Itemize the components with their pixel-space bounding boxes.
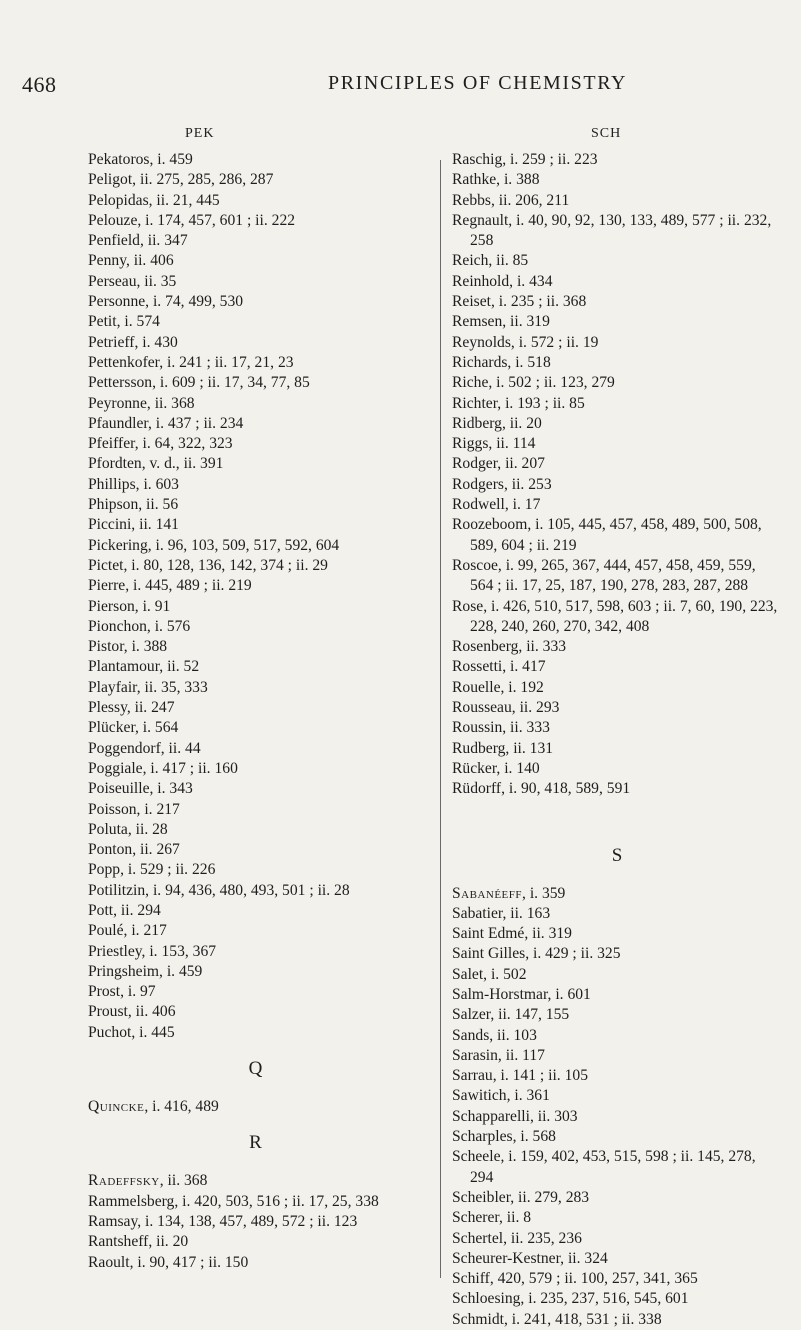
index-entry: Rodger, ii. 207 <box>452 455 545 473</box>
index-entry-refs: , i. 359 <box>522 884 566 902</box>
index-entry: Perseau, ii. 35 <box>88 272 177 290</box>
left-column-head: PEK <box>185 126 215 141</box>
index-entry: Popp, i. 529 ; ii. 226 <box>88 861 216 879</box>
index-entry: Rathke, i. 388 <box>452 171 540 189</box>
index-entry: Schmidt, i. 241, 418, 531 ; ii. 338 <box>452 1310 662 1328</box>
index-entry: Reiset, i. 235 ; ii. 368 <box>452 293 587 311</box>
index-entry: Rossetti, i. 417 <box>452 658 546 676</box>
index-entry: Schertel, ii. 235, 236 <box>452 1229 582 1247</box>
index-entry: Riche, i. 502 ; ii. 123, 279 <box>452 374 615 392</box>
index-section-r <box>88 1192 423 1273</box>
index-entry: Reinhold, i. 434 <box>452 272 553 290</box>
index-entry: Plücker, i. 564 <box>88 719 179 737</box>
right-column <box>452 150 782 1330</box>
index-entry: Pott, ii. 294 <box>88 901 161 919</box>
index-entry-name: Radeffsky <box>88 1172 160 1190</box>
index-entry: Pettersson, i. 609 ; ii. 17, 34, 77, 85 <box>88 374 310 392</box>
index-entry: Sarasin, ii. 117 <box>452 1046 545 1064</box>
index-entry: Sabatier, ii. 163 <box>452 904 551 922</box>
index-entry: Petrieff, i. 430 <box>88 333 178 351</box>
index-entry-refs: , i. 416, 489 <box>144 1098 219 1116</box>
index-entry: Salet, i. 502 <box>452 965 527 983</box>
index-entry: Poiseuille, i. 343 <box>88 780 193 798</box>
index-entry: Roscoe, i. 99, 265, 367, 444, 457, 458, 459, 559, 564 ; ii. 17, 25, 187, 190, 278, 283, 287, 288 <box>452 556 756 595</box>
index-section-s <box>452 904 782 1330</box>
index-entry: Personne, i. 74, 499, 530 <box>88 293 244 311</box>
index-entry: Ramsay, i. 134, 138, 457, 489, 572 ; ii. 123 <box>88 1212 358 1230</box>
index-entry: Salm-Horstmar, i. 601 <box>452 985 591 1003</box>
right-column-head: SCH <box>591 126 622 141</box>
index-entry: Rose, i. 426, 510, 517, 598, 603 ; ii. 7, 60, 190, 223, 228, 240, 260, 270, 342, 408 <box>452 597 778 635</box>
index-entry: Sarrau, i. 141 ; ii. 105 <box>452 1067 588 1085</box>
index-entry: Schiff, 420, 579 ; ii. 100, 257, 341, 365 <box>452 1270 698 1288</box>
index-entry: Ponton, ii. 267 <box>88 841 180 859</box>
letter-heading-q: Q <box>248 1058 263 1080</box>
index-entry: Rodgers, ii. 253 <box>452 475 552 493</box>
index-entry: Pfeiffer, i. 64, 322, 323 <box>88 435 233 453</box>
index-entry-refs: , ii. 368 <box>159 1172 208 1190</box>
running-head <box>0 72 801 102</box>
index-entry: Roozeboom, i. 105, 445, 457, 458, 489, 500, 508, 589, 604 ; ii. 219 <box>452 516 762 554</box>
index-entry: Piccini, ii. 141 <box>88 516 179 534</box>
index-entry: Poluta, ii. 28 <box>88 820 168 838</box>
index-entry: Pionchon, i. 576 <box>88 617 191 635</box>
index-entry: Sawitich, i. 361 <box>452 1087 550 1105</box>
index-entry-name: Quincke <box>88 1098 145 1116</box>
index-entry: Rebbs, ii. 206, 211 <box>452 191 570 209</box>
index-entry: Pistor, i. 388 <box>88 638 168 656</box>
index-entry: Peligot, ii. 275, 285, 286, 287 <box>88 171 274 189</box>
index-entry: Scharples, i. 568 <box>452 1128 556 1146</box>
index-entry: Sands, ii. 103 <box>452 1026 537 1044</box>
index-entry: Scherer, ii. 8 <box>452 1209 532 1227</box>
index-entry: Poggiale, i. 417 ; ii. 160 <box>88 759 238 777</box>
index-entry: Rodwell, i. 17 <box>452 496 541 514</box>
index-entry: Pelouze, i. 174, 457, 601 ; ii. 222 <box>88 211 296 229</box>
index-entry: Rücker, i. 140 <box>452 759 540 777</box>
letter-heading-s: S <box>611 844 623 866</box>
index-entry: Poisson, i. 217 <box>88 800 180 818</box>
index-entry: Phillips, i. 603 <box>88 475 179 493</box>
index-entry: Richter, i. 193 ; ii. 85 <box>452 394 585 412</box>
page-number: 468 <box>22 72 57 97</box>
index-entry <box>88 1097 423 1117</box>
index-entry: Phipson, ii. 56 <box>88 496 179 514</box>
index-entry: Riggs, ii. 114 <box>452 435 536 453</box>
index-entry: Rosenberg, ii. 333 <box>452 638 567 656</box>
index-entry: Saint Gilles, i. 429 ; ii. 325 <box>452 945 621 963</box>
index-entry: Rüdorff, i. 90, 418, 589, 591 <box>452 780 631 798</box>
index-entry: Rudberg, ii. 131 <box>452 739 554 757</box>
index-entry: Reich, ii. 85 <box>452 252 529 270</box>
index-entry: Rantsheff, ii. 20 <box>88 1233 189 1251</box>
index-entry: Potilitzin, i. 94, 436, 480, 493, 501 ; ii. 28 <box>88 881 350 899</box>
index-entry: Rammelsberg, i. 420, 503, 516 ; ii. 17, 25, 338 <box>88 1192 379 1210</box>
index-entry: Plessy, ii. 247 <box>88 699 175 717</box>
index-entry: Richards, i. 518 <box>452 353 551 371</box>
index-entry: Poulé, i. 217 <box>88 922 167 940</box>
index-entry: Scheibler, ii. 279, 283 <box>452 1188 590 1206</box>
index-section-p <box>88 150 423 1043</box>
index-entry: Pfaundler, i. 437 ; ii. 234 <box>88 414 244 432</box>
index-entry: Regnault, i. 40, 90, 92, 130, 133, 489, 577 ; ii. 232, 258 <box>452 211 772 250</box>
index-entry: Ridberg, ii. 20 <box>452 414 542 432</box>
column-divider <box>440 160 441 1278</box>
index-entry: Pfordten, v. d., ii. 391 <box>88 455 224 473</box>
index-entry: Raschig, i. 259 ; ii. 223 <box>452 151 598 168</box>
index-entry: Remsen, ii. 319 <box>452 313 550 331</box>
index-entry: Raoult, i. 90, 417 ; ii. 150 <box>88 1253 249 1271</box>
index-entry: Puchot, i. 445 <box>88 1023 175 1041</box>
index-entry: Priestley, i. 153, 367 <box>88 942 217 960</box>
index-entry: Scheurer-Kestner, ii. 324 <box>452 1249 608 1267</box>
index-entry: Salzer, ii. 147, 155 <box>452 1006 570 1024</box>
index-entry: Pierson, i. 91 <box>88 597 171 615</box>
index-entry: Saint Edmé, ii. 319 <box>452 925 572 943</box>
index-entry: Pettenkofer, i. 241 ; ii. 17, 21, 23 <box>88 353 294 371</box>
index-entry-name: Sabanéeff <box>452 884 523 902</box>
index-entry: Petit, i. 574 <box>88 313 160 331</box>
index-entry: Pickering, i. 96, 103, 509, 517, 592, 604 <box>88 536 340 554</box>
index-entry <box>452 884 782 904</box>
index-entry: Schapparelli, ii. 303 <box>452 1107 578 1125</box>
index-entry: Poggendorf, ii. 44 <box>88 739 201 757</box>
running-title: PRINCIPLES OF CHEMISTRY <box>328 72 628 94</box>
index-entry <box>88 1171 423 1191</box>
index-entry: Scheele, i. 159, 402, 453, 515, 598 ; ii. 145, 278, 294 <box>452 1148 756 1186</box>
index-entry: Reynolds, i. 572 ; ii. 19 <box>452 333 599 351</box>
index-entry: Penny, ii. 406 <box>88 252 174 270</box>
index-entry: Penfield, ii. 347 <box>88 232 188 250</box>
index-entry: Pictet, i. 80, 128, 136, 142, 374 ; ii. 29 <box>88 556 328 574</box>
index-entry: Peyronne, ii. 368 <box>88 394 195 412</box>
index-entry: Pelopidas, ii. 21, 445 <box>88 191 220 209</box>
index-entry: Schloesing, i. 235, 237, 516, 545, 601 <box>452 1290 689 1308</box>
index-entry: Proust, ii. 406 <box>88 1003 176 1021</box>
index-entry: Pekatoros, i. 459 <box>88 151 193 168</box>
letter-heading-r: R <box>249 1132 262 1154</box>
left-column <box>88 150 423 1273</box>
index-entry: Roussin, ii. 333 <box>452 719 550 737</box>
index-entry: Prost, i. 97 <box>88 983 156 1001</box>
index-entry: Pierre, i. 445, 489 ; ii. 219 <box>88 577 252 595</box>
index-entry: Playfair, ii. 35, 333 <box>88 678 208 696</box>
index-entry: Rousseau, ii. 293 <box>452 699 560 717</box>
index-entry: Plantamour, ii. 52 <box>88 658 200 676</box>
index-entry: Rouelle, i. 192 <box>452 678 544 696</box>
index-section-r-continued <box>452 150 782 800</box>
index-entry: Pringsheim, i. 459 <box>88 962 203 980</box>
